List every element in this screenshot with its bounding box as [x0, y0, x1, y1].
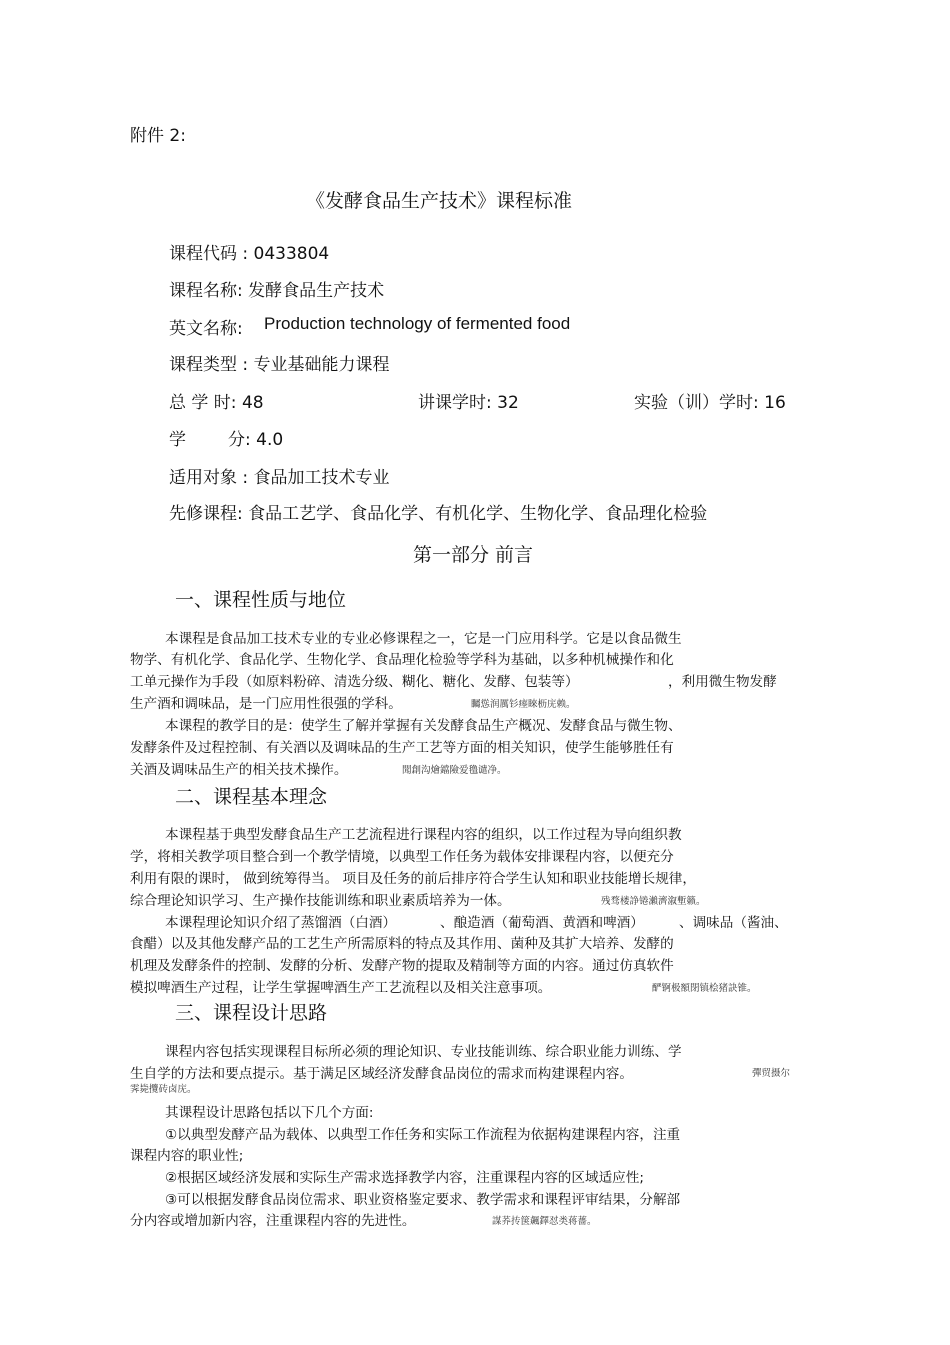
- text-line: 本课程是食品加工技术专业的专业必修课程之一，它是一门应用科学。它是以食品微生: [165, 631, 682, 647]
- text-line: 生自学的方法和要点提示。基于满足区域经济发酵食品岗位的需求而构建课程内容。: [130, 1066, 633, 1082]
- english-name-label: 英文名称:: [169, 319, 243, 339]
- course-code: 课程代码 : 0433804: [169, 244, 330, 264]
- garbled-annotation: 聞創沟燴鐺險爱氇谴净。: [402, 765, 507, 776]
- text-line: 本课程基于典型发酵食品生产工艺流程进行课程内容的组织，以工作过程为导向组织教: [165, 827, 682, 843]
- prerequisites: 先修课程: 食品工艺学、食品化学、有机化学、生物化学、食品理化检验: [169, 504, 708, 524]
- text-line: 本课程的教学目的是：使学生了解并掌握有关发酵食品生产概况、发酵食品与微生物、: [165, 718, 682, 734]
- text-line: 生产酒和调味品，是一门应用性很强的学科。: [130, 696, 402, 712]
- text-line: 利用有限的课时， 做到统筹得当。 项目及任务的前后排序符合学生认知和职业技能增长规律，: [130, 871, 696, 887]
- text-line: 其课程设计思路包括以下几个方面:: [165, 1105, 374, 1121]
- text-line: 、酿造酒（葡萄酒、黄酒和啤酒）: [440, 915, 644, 931]
- text-line: 工单元操作为手段（如原料粉碎、清选分级、糊化、糖化、发酵、包装等）: [130, 674, 579, 690]
- text-line: ①以典型发酵产品为载体、以典型工作任务和实际工作流程为依据构建课程内容，注重: [165, 1127, 681, 1143]
- credits-value: 分: 4.0: [228, 430, 284, 450]
- part-heading: 第一部分 前言: [413, 544, 534, 566]
- text-line: 模拟啤酒生产过程，让学生掌握啤酒生产工艺流程以及相关注意事项。: [130, 980, 552, 996]
- text-line: 食醋）以及其他发酵产品的工艺生产所需原料的特点及其作用、菌种及其扩大培养、发酵的: [130, 936, 674, 952]
- section-heading: 二、课程基本理念: [175, 786, 328, 808]
- text-line: 学，将相关教学项目整合到一个教学情境，以典型工作任务为载体安排课程内容，以便充分: [130, 849, 674, 865]
- text-line: 机理及发酵条件的控制、发酵的分析、发酵产物的提取及精制等方面的内容。通过仿真软件: [130, 958, 674, 974]
- total-hours: 总 学 时: 48: [169, 393, 264, 413]
- garbled-annotation: 霁毙攬砖卤庑。: [130, 1084, 197, 1095]
- practice-hours: 实验（训）学时: 16: [634, 393, 786, 413]
- course-type: 课程类型 : 专业基础能力课程: [169, 355, 390, 375]
- text-line: ③可以根据发酵食品岗位需求、职业资格鉴定要求、教学需求和课程评审结果，分解部: [165, 1192, 681, 1208]
- text-line: 本课程理论知识介绍了蒸馏酒（白酒）: [165, 915, 397, 931]
- garbled-annotation: 残骛楼諍锩瀨濟溆塹籟。: [601, 896, 706, 907]
- text-line: 课程内容包括实现课程目标所必须的理论知识、专业技能训练、综合职业能力训练、学: [165, 1044, 682, 1060]
- text-line: ，利用微生物发酵: [668, 674, 777, 690]
- text-line: 发酵条件及过程控制、有关酒以及调味品的生产工艺等方面的相关知识，使学生能够胜任有: [130, 740, 674, 756]
- text-line: 关酒及调味品生产的相关技术操作。: [130, 762, 348, 778]
- text-line: 综合理论知识学习、生产操作技能训练和职业素质培养为一体。: [130, 893, 511, 909]
- garbled-annotation: 矚慫润厲钐瘗睞枥庑赖。: [471, 699, 576, 710]
- attachment-label: 附件 2:: [130, 126, 186, 146]
- garbled-annotation: 酽锕极額閉镇桧猪訣锥。: [652, 983, 757, 994]
- garbled-annotation: 彈贸摄尔: [752, 1068, 791, 1079]
- lecture-hours: 讲课学时: 32: [418, 393, 519, 413]
- credits-label: 学: [169, 430, 186, 450]
- english-name-value: Production technology of fermented food: [264, 314, 571, 333]
- text-line: 、调味品（酱油、: [679, 915, 788, 931]
- text-line: 物学、有机化学、食品化学、生物化学、食品理化检验等学科为基础，以多种机械操作和化: [130, 652, 674, 668]
- text-line: 课程内容的职业性;: [130, 1148, 244, 1164]
- section-heading: 三、课程设计思路: [175, 1002, 328, 1024]
- text-line: ②根据区域经济发展和实际生产需求选择教学内容，注重课程内容的区域适应性;: [165, 1170, 644, 1186]
- course-name: 课程名称: 发酵食品生产技术: [169, 281, 385, 301]
- target-audience: 适用对象 : 食品加工技术专业: [169, 468, 390, 488]
- document-title: 《发酵食品生产技术》课程标准: [306, 190, 573, 212]
- text-line: 分内容或增加新内容，注重课程内容的先进性。: [130, 1213, 416, 1229]
- garbled-annotation: 謀荞抟箧飆鐸怼类蒋薔。: [492, 1216, 597, 1227]
- section-heading: 一、课程性质与地位: [175, 589, 347, 611]
